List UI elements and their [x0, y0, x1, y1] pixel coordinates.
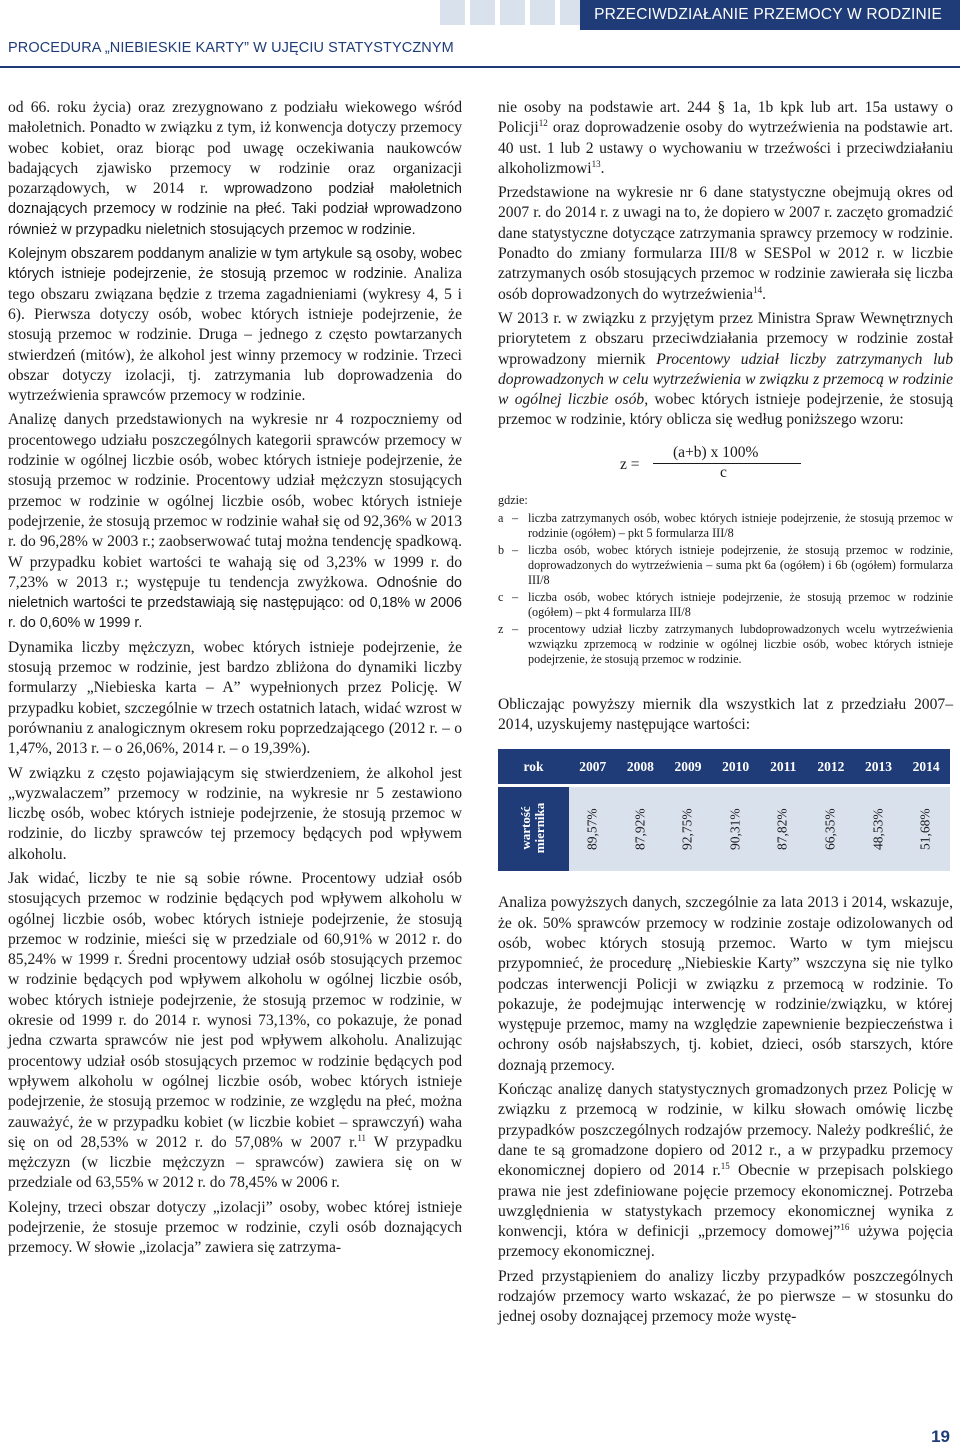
footnote-ref: 11 [357, 1132, 367, 1143]
definition-item [498, 511, 953, 541]
footnote-ref: 13 [591, 158, 601, 169]
table-cell [855, 786, 903, 872]
paragraph-text: W przypadku mężczyzn (w liczbie mężczyzn – sprawców) zawiera się on w przedziale od 63,55% w 2012 r. do 78,45% w 2006 r. [8, 1133, 462, 1192]
header-decoration [440, 0, 585, 25]
paragraph-text: wprowadzono podział małoletnich doznających przemocy w rodzinie na płeć. Taki podział wprowadzono również w przypadku nieletnich stosujących przemoc w rodzinie. [8, 181, 462, 238]
paragraph: Analiza powyższych danych, szczególnie za lata 2013 i 2014, wskazuje, że ok. 50% sprawców przemocy w rodzinie zostaje odizolowanych od osób, wobec których stosują przemoc. Warto w tym miejscu przypomnieć, że procedurę „Niebieskie Karty” wszczyna się nie tylko podczas interwencji Policji w związku z przemocą w rodzinie. To pokazuje, że podejmując interwencję w rodzinie/związku, w której występuje przemoc, mamy na względzie zapewnienie bezpieczeństwa i ochrony osób najsłabszych, tj. kobiet, dzieci, osób starszych, które doznają przemocy. [498, 894, 953, 1074]
paragraph-text: Przedstawione na wykresie nr 6 dane statystyczne obejmują okres od 2007 r. do 2014 r. z uwagi na to, że dopiero w 2007 r. zaczęto gromadzić dane statystyczne dotyczące zatrzymania sprawcy przemocy w rodzinie. Ponadto do zmiany formularza III/8 w SESPol w 2012 r. w liczbie zatrzymanych osób stosujących przemoc w rodzinie zawierała się liczba osób doprowadzonych do wytrzeźwienia [498, 184, 953, 303]
paragraph [8, 869, 462, 1194]
paragraph-text: Analiza tego obszaru związana będzie z trzema zagadnieniami (wykresy 4, 5 i 6). Pierwsza dotyczy osób, wobec których istnieje podejrzenie, że stosują przemoc w rodzinie. Druga – jednego z często powtarzanych stwierdzeń (mitów), że alkohol jest winny przemocy w rodzinie. Trzeci obszar dotyczy izolacji, tj. zatrzymania lub doprowadzenia do wytrzeźwienia sprawców przemocy w rodzinie. [8, 265, 462, 405]
table-header-cell: 2014 [902, 749, 950, 786]
paragraph: Dynamika liczby mężczyzn, wobec których istnieje podejrzenie, że stosują przemoc w rodzinie, jest bardzo zbliżona do dynamiki liczby formularzy „Niebieska karta – A” wypełnionych przez Policję. W przypadku kobiet, szczególnie w trzech ostatnich latach, widać wzrost w porównaniu z analogicznym okresem roku poprzedzającego (2012 r. – o 1,47%, 2013 r. – o 26,06%, 2014 r. – o 19,39%). [8, 638, 462, 758]
table-cell [902, 786, 950, 872]
definition-text: liczba osób, wobec których istnieje podejrzenie, że stosują przemoc w rodzinie, doprowadzonych do wytrzeźwienia – suma pkt 6a (ogółem) i 6b (ogółem) formularza III/8 [528, 542, 953, 587]
paragraph [498, 309, 953, 431]
table-cell [664, 786, 712, 872]
left-column [8, 98, 462, 1259]
definition-text: liczba zatrzymanych osób, wobec których istnieje podejrzenie, że stosują przemoc w rodzinie (ogółem) – pkt 5 formularza III/8 [528, 510, 953, 540]
definition-dash: – [512, 621, 519, 636]
paragraph [8, 244, 462, 406]
cell-value: 66,35% [822, 808, 838, 851]
paragraph-text: nie osoby na podstawie art. 244 § 1a, 1b kpk lub art. 15a ustawy o Policji [498, 99, 953, 137]
table-cell [712, 786, 760, 872]
table-cell [617, 786, 665, 872]
paragraph-text: używa pojęcia przemocy ekonomicznej. [498, 1223, 953, 1261]
paragraph [498, 1080, 953, 1263]
cell-value: 87,92% [632, 808, 648, 851]
definition-dash: – [512, 589, 519, 604]
paragraph-text: oraz doprowadzenie osoby do wytrzeźwienia na podstawie art. 40 ust. 1 lub 2 ustawy o wychowaniu w trzeźwości i przeciwdziałaniu alkoholizmowi [498, 119, 953, 177]
table-header-cell: 2013 [855, 749, 903, 786]
paragraph [498, 98, 953, 179]
table-header-cell: 2010 [712, 749, 760, 786]
header-square [470, 0, 495, 25]
table-header-row [498, 749, 950, 786]
italic-text: Procentowy udział liczby zatrzymanych lub doprowadzonych w celu wytrzeźwienia w związku z przemocą w rodzinie w ogólnej liczbie osób, [498, 350, 953, 409]
row-header-text-wrap [519, 797, 547, 859]
table-cell [759, 786, 807, 872]
formula [498, 443, 953, 489]
paragraph: Obliczając powyższy miernik dla wszystkich lat z przedziału 2007–2014, uzyskujemy następujące wartości: [498, 695, 953, 734]
formula-numerator: (a+b) x 100% [673, 443, 759, 461]
paragraph-text: Jak widać, liczby te nie są sobie równe. Procentowy udział osób stosujących przemoc w rodzinie będących pod wpływem alkoholu w ogólnej liczbie osób, wobec których istnieje podejrzenie, że stosują przemoc w rodzinie, mieści się w przedziale od 60,91% w 2012 r. do 85,24% w 1999 r. Średni procentowy udział osób stosujących przemoc w rodzinie będących pod wpływem alkoholu w ogólnej liczbie osób, wobec których istnieje podejrzenie, że stosują przemoc w rodzinie, w okresie od 1999 r. do 2014 r. wynosi 73,13%, co pokazuje, że ponad jedna czwarta sprawców nie jest pod wpływem alkoholu. Analizując procentowy udział osób stosujących przemoc w rodzinie będących pod wpływem alkoholu w ogólnej liczbie osób, wobec których istnieje podejrzenie, że stosują przemoc w rodzinie, ze względu na płeć, można zauważyć, że w przypadku kobiet (w liczbie kobiet – sprawczyń) waha się on od 28,53% w 2012 r. do 57,08% w 2007 r. [8, 869, 462, 1151]
table-row-header [498, 786, 569, 872]
formula-legend-label: gdzie: [498, 492, 528, 507]
definition-item [498, 622, 953, 667]
paragraph-text: od 66. roku życia) oraz zrezygnowano z podziału wiekowego wśród małoletnich. Ponadto w związku z tym, iż konwencja dotyczy przemocy wobec kobiet, oraz biorąc pod uwagę oczekiwania naukowców badających zjawisko przemocy w rodzinie oraz organizacji pozarządowych, w 2014 r. [8, 99, 462, 198]
paragraph: W związku z często pojawiającym się stwierdzeniem, że alkohol jest „wyzwalaczem” przemocy w rodzinie, na wykresie nr 5 zestawiono liczbę osób, wobec których istnieje podejrzenie, że stosują przemoc w rodzinie, do liczby sprawców tej przemocy będących pod wpływem alkoholu. [8, 764, 462, 863]
paragraph-text: . [600, 159, 605, 177]
definition-key: z [498, 621, 504, 636]
table-header-cell: 2011 [759, 749, 807, 786]
definition-item [498, 590, 953, 620]
cell-value: 92,75% [679, 808, 695, 851]
paragraph [8, 98, 462, 240]
table-header-cell: 2008 [617, 749, 665, 786]
definition-key: a [498, 510, 504, 525]
cell-value: 90,31% [727, 808, 743, 851]
header-square [440, 0, 465, 25]
definition-text: liczba osób, wobec których istnieje podejrzenie, że stosują przemoc w rodzinie (ogółem) – pkt 4 formularza III/8 [528, 589, 953, 619]
indicator-table [498, 749, 950, 871]
paragraph-text: Kończąc analizę danych statystycznych gromadzonych przez Policję w związku z przemocą w rodzinie, w kilku słowach omówię liczbę przypadków poszczególnych rodzajów przemocy. Należy podkreślić, że dane te są gromadzone dopiero od 2012 r., a w przypadku przemocy ekonomicznej dopiero od 2014 r. [498, 1081, 953, 1180]
formula-lhs: z = [620, 455, 640, 473]
formula-denominator: c [720, 463, 727, 481]
header-square [530, 0, 555, 25]
definition-dash: – [512, 510, 519, 525]
table-header-cell: rok [498, 749, 569, 786]
footnote-ref: 15 [720, 1161, 730, 1172]
table-cell [807, 786, 855, 872]
paragraph-text: Odnośnie do nieletnich wartości te przedstawiają się następująco: od 0,18% w 2006 r. do 0,60% w 1999 r. [8, 574, 462, 632]
definition-item [498, 543, 953, 588]
paragraph: Przed przystąpieniem do analizy liczby przypadków poszczególnych rodzajów przemocy warto wskazać, że po pierwsze – w stosunku do jednej osoby doznającej przemocy może wystę- [498, 1267, 953, 1326]
formula-definitions [498, 511, 953, 667]
fraction-bar [653, 463, 801, 464]
paragraph-text: Analizę danych przedstawionych na wykresie nr 4 rozpoczniemy od procentowego udziału poszczególnych kategorii sprawców przemocy w rodzinie w ogólnej liczbie osób, wobec których istnieje podejrzenie, że stosują przemoc w rodzinie. Procentowy udział mężczyzn stosujących przemoc w rodzinie w ogólnej liczbie osób, wobec których istnieje podejrzenie, że stosują przemoc w rodzinie wahał się od 92,36% w 2013 r. do 96,28% w 2003 r.; zaobserwować tutaj można tendencję spadkową. W przypadku kobiet wartości te wahają się od 3,23% w 1999 r. do 7,23% w 2013 r.; występuje tu tendencja zwyżkowa. [8, 411, 462, 591]
table-header-cell: 2007 [569, 749, 617, 786]
cell-value: 87,82% [775, 808, 791, 851]
footnote-ref: 16 [840, 1221, 850, 1232]
header-square [500, 0, 525, 25]
cell-value: 51,68% [918, 808, 934, 851]
table-header-cell: 2012 [807, 749, 855, 786]
table-header-cell: 2009 [664, 749, 712, 786]
paragraph-text: Obecnie w przepisach polskiego prawa nie jest zdefiniowane pojęcie przemocy ekonomicznej. Potrzeba uwzględnienia w statystykach przemocy ekonomicznej wynika z konwencji, która w definicji „przemocy domowej” [498, 1162, 953, 1241]
paragraph: Kolejny, trzeci obszar dotyczy „izolacji” osoby, wobec której istnieje podejrzenie, że stosuje przemoc w rodzinie, czyli osób doznających przemocy. W słowie „izolacja” zawiera się zatrzyma- [8, 1198, 462, 1257]
section-title: PRZECIWDZIAŁANIE PRZEMOCY W RODZINIE [580, 0, 960, 30]
right-column [498, 98, 953, 1328]
paragraph [498, 183, 953, 305]
cell-value: 48,53% [870, 808, 886, 851]
paragraph-text: . [762, 285, 766, 303]
table-cell [569, 786, 617, 872]
footnote-ref: 12 [538, 118, 548, 129]
definition-dash: – [512, 542, 519, 557]
running-header: PROCEDURA „NIEBIESKIE KARTY” W UJĘCIU STATYSTYCZNYM [8, 40, 454, 56]
definition-text: procentowy udział liczby zatrzymanych lubdoprowadzonych wcelu wytrzeźwienia wzwiązku zprzemocą w rodzinie w ogólnej liczbie osób, wobec których istnieje podejrzenie, że stosują przemoc w rodzinie. [528, 621, 953, 666]
page-number: 19 [931, 1427, 950, 1446]
header-rule [0, 66, 960, 68]
paragraph-text: Kolejnym obszarem poddanym analizie w tym artykule są osoby, wobec których istnieje podejrzenie, że stosują przemoc w rodzinie. [8, 246, 462, 283]
paragraph-text: wobec których istnieje podejrzenie, że stosują przemoc w rodzinie, który oblicza się według poniższego wzoru: [498, 391, 953, 429]
paragraph [8, 410, 462, 633]
cell-value: 89,57% [584, 808, 600, 851]
definition-key: b [498, 542, 505, 557]
definition-key: c [498, 589, 504, 604]
table-row [498, 786, 950, 872]
row-header-text: wartość miernika [518, 802, 548, 853]
paragraph-text: W 2013 r. w związku z przyjętym przez Ministra Spraw Wewnętrznych priorytetem z obszaru przeciwdziałania przemocy w rodzinie został wprowadzony miernik [498, 309, 953, 368]
footnote-ref: 14 [753, 284, 763, 295]
